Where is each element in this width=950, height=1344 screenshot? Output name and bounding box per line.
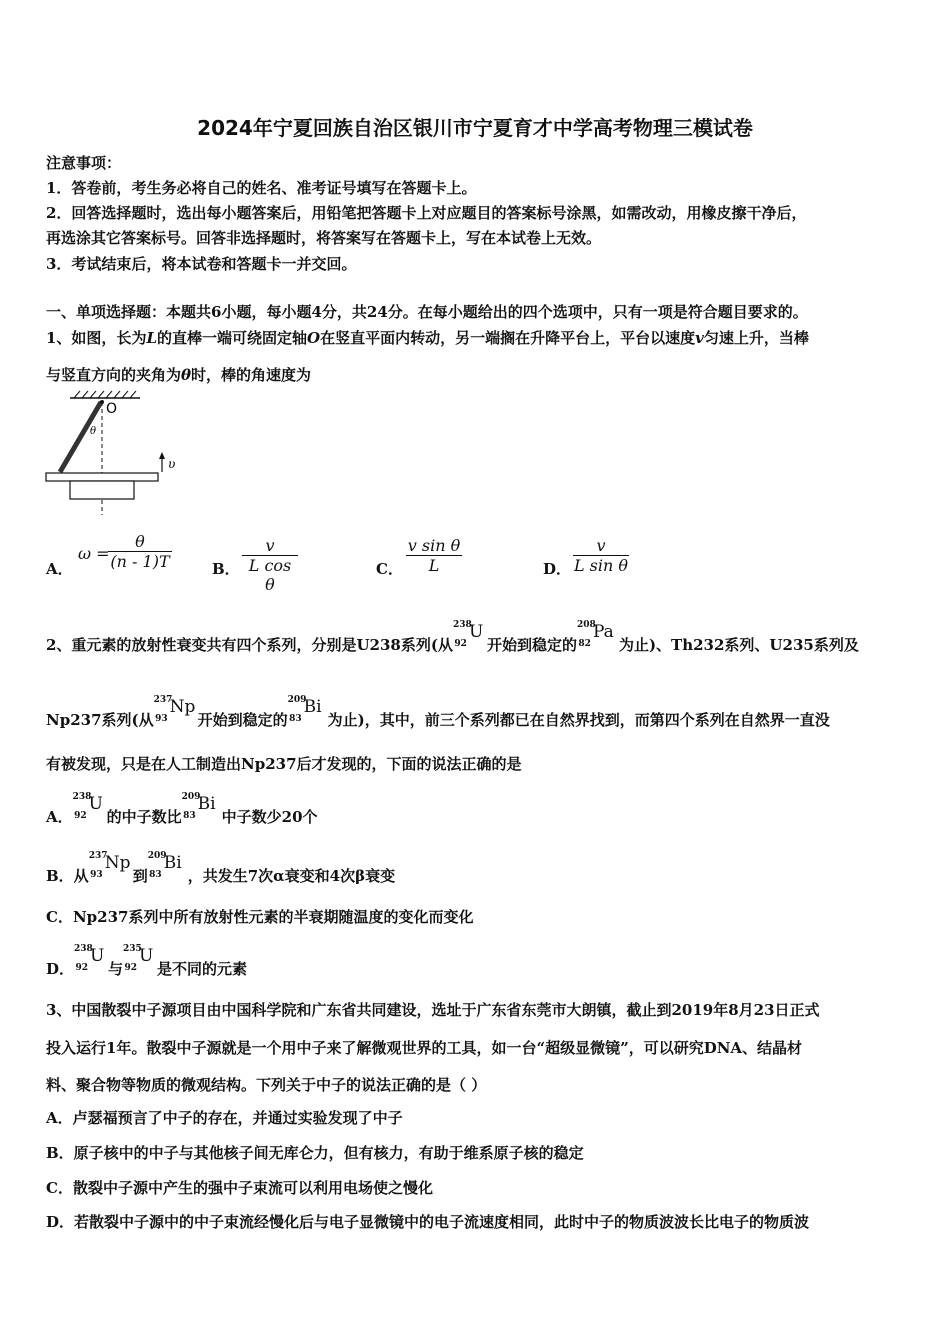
notice-item-1: 1．答卷前，考生务必将自己的姓名、准考证号填写在答题卡上。 [46,179,477,197]
q2-option-B[interactable]: B．从 237 93 Np 到 209 83 Bi ，共发生7次α衰变和4次β衰变 [46,851,396,885]
fig-label-v: υ [168,457,176,471]
q2-stem-line2: Np237系列(从 237 93 Np 开始到稳定的 209 83 Bi 为止)，其中，前三个系列都已在自然界找到，而第四个系列在自然界一直没 [46,695,830,729]
nuclide-Bi209: 209 83 Bi [287,695,322,724]
nuclide-U238: 238 92 U [74,944,105,973]
q1-stem-line2: 与竖直方向的夹角为θ时，棒的角速度为 [46,366,312,384]
q3-option-B[interactable]: B．原子核中的中子与其他核子间无库仑力，但有核力，有助于维系原子核的稳定 [46,1144,584,1162]
nuclide-Bi209: 209 83 Bi [147,851,182,880]
notice-heading: 注意事项： [46,154,122,172]
nuclide-Bi209: 209 83 Bi [181,792,216,821]
q1-option-A-fraction: $\frac{\theta}{(n - 1)T}$ [108,532,172,571]
page-title: 2024年宁夏回族自治区银川市宁夏育才中学高考物理三模试卷 [197,116,753,140]
q3-stem-line2: 投入运行1年。散裂中子源就是一个用中子来了解微观世界的工具，如一台“超级显微镜”，可以研究DNA、结晶材 [46,1039,803,1057]
q2-stem-line1: 2、重元素的放射性衰变共有四个系列，分别是U238系列(从 238 92 U 开始到稳定的 208 82 Pa 为止)、Th232系列、U235系列及 [46,620,859,654]
q3-stem-line1: 3、中国散裂中子源项目由中国科学院和广东省共同建设，选址于广东省东莞市大朗镇，截止到2019年8月23日正式 [46,1001,820,1019]
q1-option-B-fraction: $\frac{v}{\text{L cos θ}}$ [242,536,298,594]
nuclide-U235: 235 92 U [123,944,154,973]
q1-option-C-fraction: $\frac{\text{v sin θ}}{L}$ [407,536,461,575]
q1-option-A-lhs: ω = [78,544,110,563]
fig-label-O: O [106,401,118,417]
pivot [100,400,104,404]
fig-label-theta: θ [90,426,97,437]
ceiling-hatching [74,391,136,398]
q3-option-C[interactable]: C．散裂中子源中产生的强中子束流可以利用电场使之慢化 [46,1179,433,1197]
q1-option-C-label[interactable]: C． [376,560,403,578]
nuclide-Np237: 237 93 Np [88,851,131,880]
q2-option-C[interactable]: C．Np237系列中所有放射性元素的半衰期随温度的变化而变化 [46,908,474,926]
platform [46,473,158,481]
q2-option-A[interactable]: A． 238 92 U 的中子数比 209 83 Bi 中子数少20个 [46,792,318,826]
q3-option-A[interactable]: A．卢瑟福预言了中子的存在，并通过实验发现了中子 [46,1109,403,1127]
q3-option-D[interactable]: D．若散裂中子源中的中子束流经慢化后与电子显微镜中的电子流速度相同，此时中子的物质波波长比电子的物质波 [46,1213,810,1231]
rod [60,402,101,472]
q2-option-D[interactable]: D． 238 92 U 与 235 92 U 是不同的元素 [46,944,248,978]
nuclide-Np237: 237 93 Np [153,695,196,724]
nuclide-U238: 238 92 U [72,792,103,821]
section-heading: 一、单项选择题：本题共6小题，每小题4分，共24分。在每小题给出的四个选项中，只有一项是符合题目要求的。 [46,303,808,321]
q1-option-D-fraction: $\frac{v}{\text{L sin θ}}$ [573,536,629,575]
platform-base [70,481,134,499]
q1-option-D-label[interactable]: D． [543,560,572,578]
q2-stem-line3: 有被发现，只是在人工制造出Np237后才发现的，下面的说法正确的是 [46,755,522,773]
nuclide-U238: 238 92 U [452,620,484,649]
q3-stem-line3: 料、聚合物等物质的微观结构。下列关于中子的说法正确的是（ ） [46,1076,487,1094]
nuclide-Pa208: 208 82 Pa [576,620,614,649]
q1-figure [40,390,190,520]
notice-item-2: 2．回答选择题时，选出每小题答案后，用铅笔把答题卡上对应题目的答案标号涂黑，如需改动，用橡皮擦干净后， [46,204,807,222]
notice-item-3: 3．考试结束后，将本试卷和答题卡一并交回。 [46,255,357,273]
q1-stem-line1: 1、如图，长为L的直棒一端可绕固定轴O在竖直平面内转动，另一端搁在升降平台上，平台以速度v匀速上升，当棒 [46,329,809,347]
q1-option-A-label[interactable]: A． [46,560,73,578]
velocity-arrowhead [159,452,165,459]
q1-option-B-label[interactable]: B． [212,560,240,578]
notice-item-2-cont: 再选涂其它答案标号。回答非选择题时，将答案写在答题卡上，写在本试卷上无效。 [46,229,602,247]
